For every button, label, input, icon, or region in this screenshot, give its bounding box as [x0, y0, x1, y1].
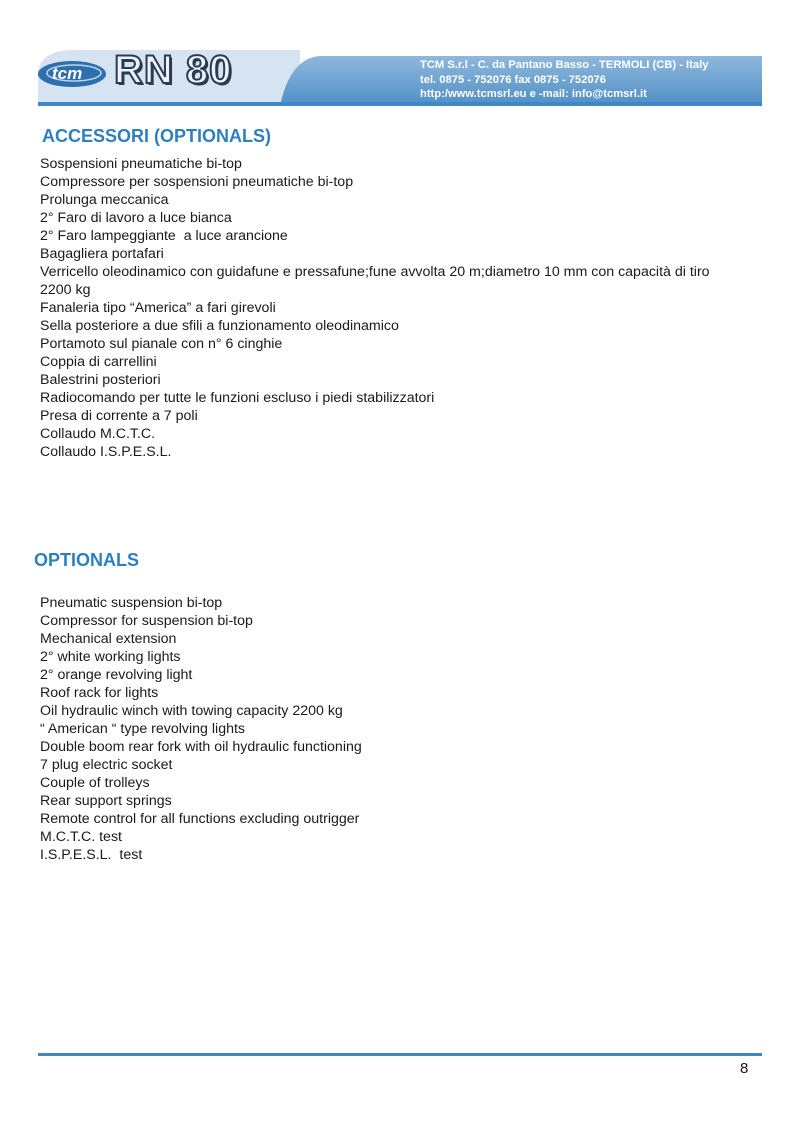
contact-web: http:/www.tcmsrl.eu e -mail: info@tcmsrl.it	[420, 88, 647, 100]
list-item: Collaudo M.C.T.C.	[40, 426, 156, 442]
list-item: Double boom rear fork with oil hydraulic functioning	[40, 739, 362, 755]
list-item: I.S.P.E.S.L. test	[40, 847, 143, 863]
list-item: 2° Faro di lavoro a luce bianca	[40, 210, 232, 226]
list-item: Rear support springs	[40, 793, 172, 809]
list-item: Mechanical extension	[40, 631, 177, 647]
list-item: Compressor for suspension bi-top	[40, 613, 253, 629]
section-title-italian: ACCESSORI (OPTIONALS)	[42, 126, 272, 146]
tcm-logo-text: tcm	[52, 64, 83, 83]
list-item: Remote control for all functions excluding outrigger	[40, 811, 360, 827]
page-header	[0, 0, 800, 112]
contact-phone: tel. 0875 - 752076 fax 0875 - 752076	[420, 73, 606, 86]
list-item: Verricello oleodinamico con guidafune e pressafune;fune avvolta 20 m;diametro 10 mm con capacità di tiro 2200 kg	[40, 264, 714, 298]
list-item: Fanaleria tipo “America” a fari girevoli	[40, 300, 276, 316]
list-item: Roof rack for lights	[40, 685, 159, 701]
accessory-list-english	[40, 594, 720, 864]
list-item: Compressore per sospensioni pneumatiche bi-top	[40, 174, 354, 190]
list-item: 2° orange revolving light	[40, 667, 193, 683]
list-item: Sella posteriore a due sfili a funzionamento oleodinamico	[40, 318, 399, 334]
list-item: Bagagliera portafari	[40, 246, 164, 262]
list-item: M.C.T.C. test	[40, 829, 122, 845]
list-item: Pneumatic suspension bi-top	[40, 595, 223, 611]
footer-divider	[38, 1053, 762, 1056]
list-item: “ American “ type revolving lights	[40, 721, 246, 737]
model-logo: RN 80	[114, 48, 233, 92]
list-item: 2° Faro lampeggiante a luce arancione	[40, 228, 288, 244]
list-item: Balestrini posteriori	[40, 372, 161, 388]
list-item: Radiocomando per tutte le funzioni escluso i piedi stabilizzatori	[40, 390, 435, 406]
list-item: Portamoto sul pianale con n° 6 cinghie	[40, 336, 283, 352]
accessory-list-italian	[40, 155, 720, 461]
tcm-logo	[42, 62, 102, 86]
header-underline	[38, 102, 762, 106]
list-item: 7 plug electric socket	[40, 757, 173, 773]
section-title-english: OPTIONALS	[34, 550, 140, 570]
page-number: 8	[740, 1060, 749, 1077]
list-item: Presa di corrente a 7 poli	[40, 408, 198, 424]
list-item: Prolunga meccanica	[40, 192, 169, 208]
list-item: Couple of trolleys	[40, 775, 150, 791]
list-item: Coppia di carrellini	[40, 354, 157, 370]
contact-address: TCM S.r.l - C. da Pantano Basso - TERMOLI (CB) - Italy	[420, 59, 709, 71]
list-item: 2° white working lights	[40, 649, 181, 665]
list-item: Collaudo I.S.P.E.S.L.	[40, 444, 172, 460]
contact-info	[420, 58, 780, 102]
list-item: Oil hydraulic winch with towing capacity 2200 kg	[40, 703, 343, 719]
list-item: Sospensioni pneumatiche bi-top	[40, 156, 242, 172]
